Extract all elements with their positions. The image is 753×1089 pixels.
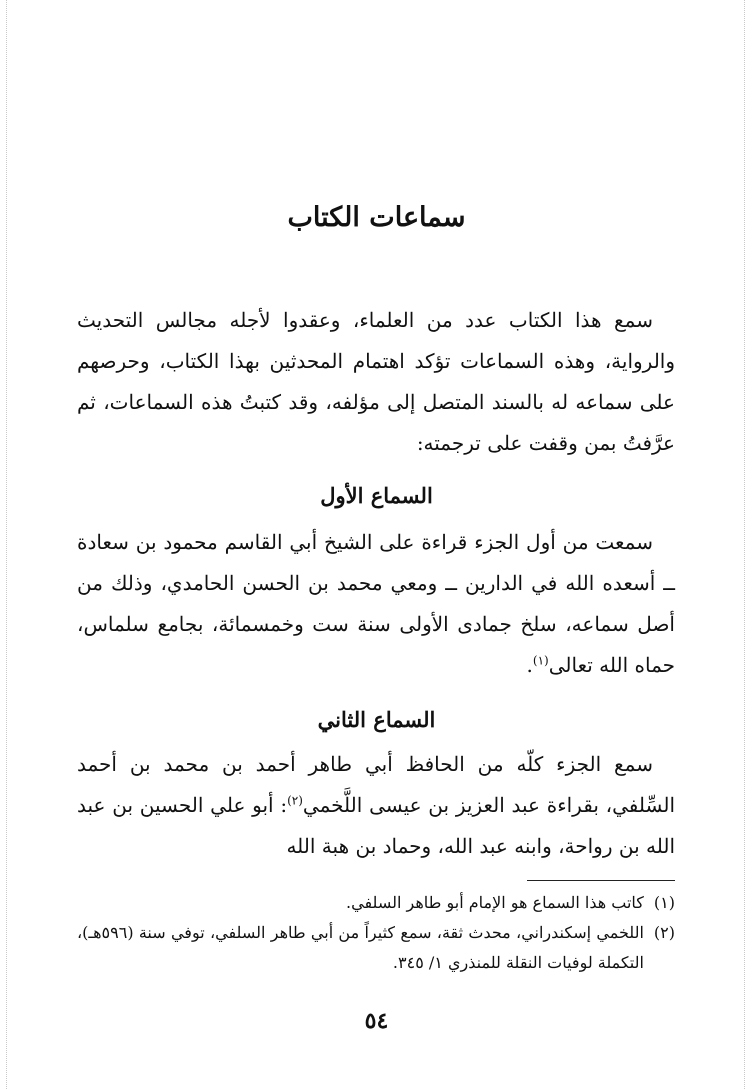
footnote-text: كاتب هذا السماع هو الإمام أبو طاهر السلفي. <box>346 893 644 912</box>
section-heading-second-hearing: السماع الثاني <box>317 707 436 732</box>
footnote-reference[interactable]: (٢) <box>287 793 303 808</box>
footnote-text: اللخمي إسكندراني، محدث ثقة، سمع كثيراً من أبي طاهر السلفي، توفي سنة (٥٩٦هـ)، التكملة لوفيات النقلة للمنذري ١/ ٣٤٥. <box>77 923 644 972</box>
section-text-tail: . <box>526 653 533 677</box>
section-paragraph-first-hearing <box>77 522 675 686</box>
section-paragraph-second-hearing <box>77 744 675 867</box>
footnote-item <box>77 918 675 978</box>
section-text-tail: : أبو علي الحسين بن عبد الله بن رواحة، وابنه عبد الله، وحماد بن هبة الله <box>77 793 675 858</box>
intro-paragraph: سمع هذا الكتاب عدد من العلماء، وعقدوا لأجله مجالس التحديث والرواية، وهذه السماعات تؤكد اهتمام المحدثين بهذا الكتاب، وحرصهم على سماعه له بالسند المتصل إلى مؤلفه، وقد كتبتُ هذه السماعات، ثم عرَّفتُ بمن وقفت على ترجمته: <box>77 308 675 455</box>
footnotes-list <box>77 888 675 978</box>
section-heading-first-hearing: السماع الأول <box>320 483 433 508</box>
page-number: ٥٤ <box>364 1008 389 1034</box>
chapter-title: سماعات الكتاب <box>287 202 466 233</box>
footnote-separator <box>527 880 675 881</box>
footnote-marker: (١) <box>653 893 675 912</box>
section-text: سمعت من أول الجزء قراءة على الشيخ أبي القاسم محمود بن سعادة ــ أسعده الله في الدارين ــ ومعي محمد بن الحسن الحامدي، وذلك من أصل سماعه، سلخ جمادى الأولى سنة ست وخمسمائة، بجامع سلماس، حماه الله تعالى <box>77 530 675 677</box>
footnote-item <box>77 888 675 918</box>
footnote-reference[interactable]: (١) <box>532 653 549 668</box>
footnote-marker: (٢) <box>653 923 675 942</box>
section-text: سمع الجزء كلّه من الحافظ أبي طاهر أحمد بن محمد بن أحمد السِّلفي، بقراءة عبد العزيز بن عيسى اللَّخمي <box>77 752 675 817</box>
